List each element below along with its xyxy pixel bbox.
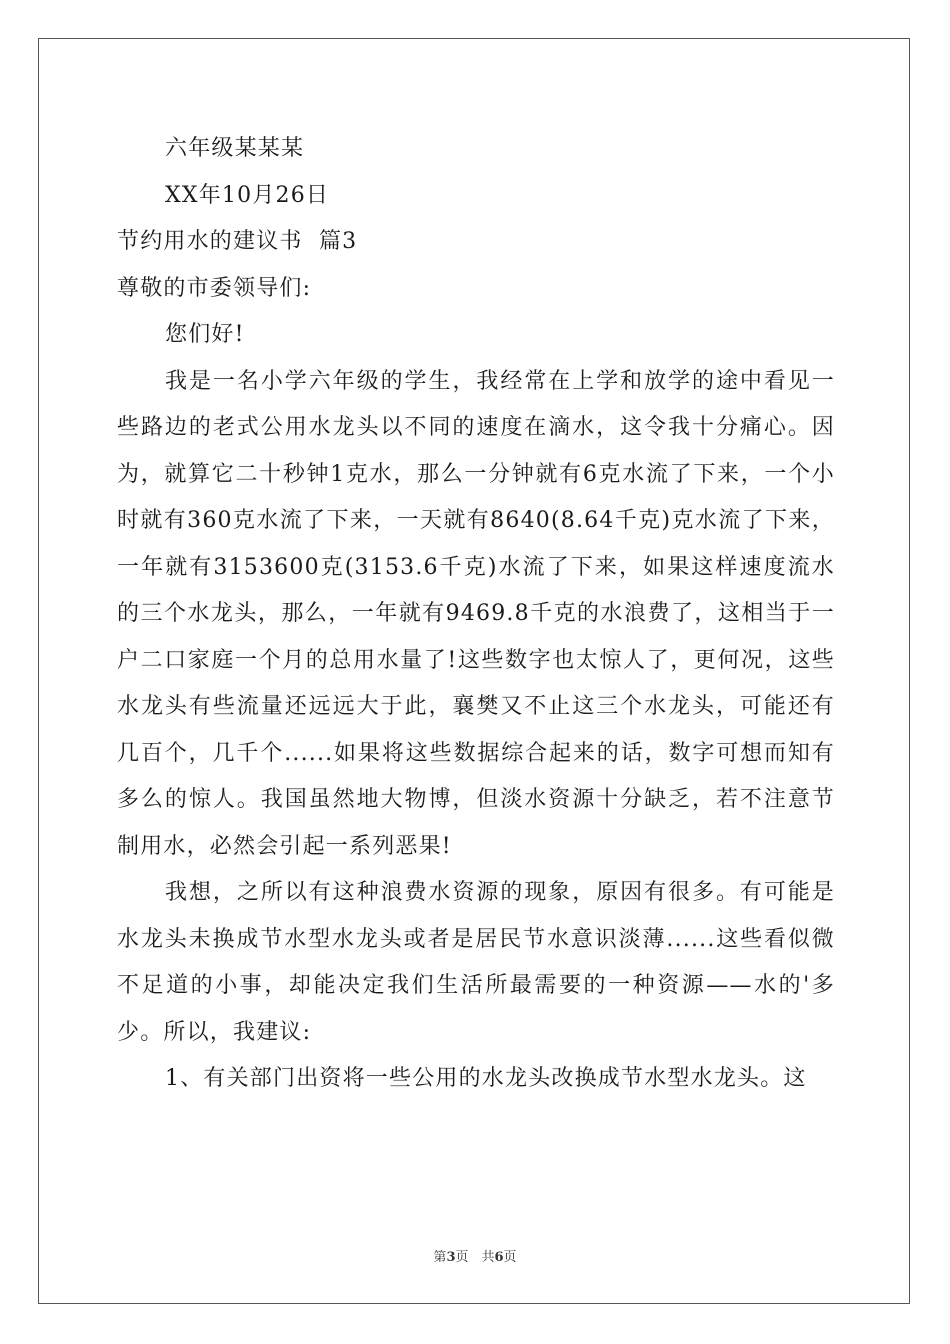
greeting: 您们好!: [165, 322, 245, 347]
salutation: 尊敬的市委领导们:: [117, 275, 312, 301]
section-title: 节约用水的建议书 篇3: [117, 229, 358, 254]
page-footer: [0, 1246, 950, 1265]
footer-mid: 页 共: [455, 1250, 495, 1265]
footer-current-page: 3: [446, 1250, 456, 1265]
footer-prefix: 第: [433, 1250, 447, 1265]
paragraph-2: 我想，之所以有这种浪费水资源的现象，原因有很多。有可能是水龙头未换成节水型水龙头或者是居民节水意识淡薄......这些看似微不足道的小事，却能决定我们生活所最需要的一种资源——水的'多少。所以，我建议:: [117, 880, 835, 1045]
date-line: XX年10月26日: [165, 182, 330, 208]
footer-total-pages: 6: [494, 1250, 504, 1265]
document-body: [117, 126, 835, 1103]
paragraph-1: 我是一名小学六年级的学生，我经常在上学和放学的途中看见一些路边的老式公用水龙头以不同的速度在滴水，这令我十分痛心。因为，就算它二十秒钟1克水，那么一分钟就有6克水流了下来，一个小时就有360克水流了下来，一天就有8640(8.64千克)克水流了下来，一年就有3153600克(3153.6千克)水流了下来，如果这样速度流水的三个水龙头，那么，一年就有9469.8千克的水浪费了，这相当于一户二口家庭一个月的总用水量了!这些数字也太惊人了，更何况，这些水龙头有些流量还远远大于此，襄樊又不止这三个水龙头，可能还有几百个，几千个......如果将这些数据综合起来的话，数字可想而知有多么的惊人。我国虽然地大物博，但淡水资源十分缺乏，若不注意节制用水，必然会引起一系列恶果!: [117, 368, 835, 859]
footer-suffix: 页: [503, 1250, 517, 1265]
signature-line: 六年级某某某: [165, 136, 305, 161]
paragraph-3: 1、有关部门出资将一些公用的水龙头改换成节水型水龙头。这: [165, 1066, 807, 1091]
